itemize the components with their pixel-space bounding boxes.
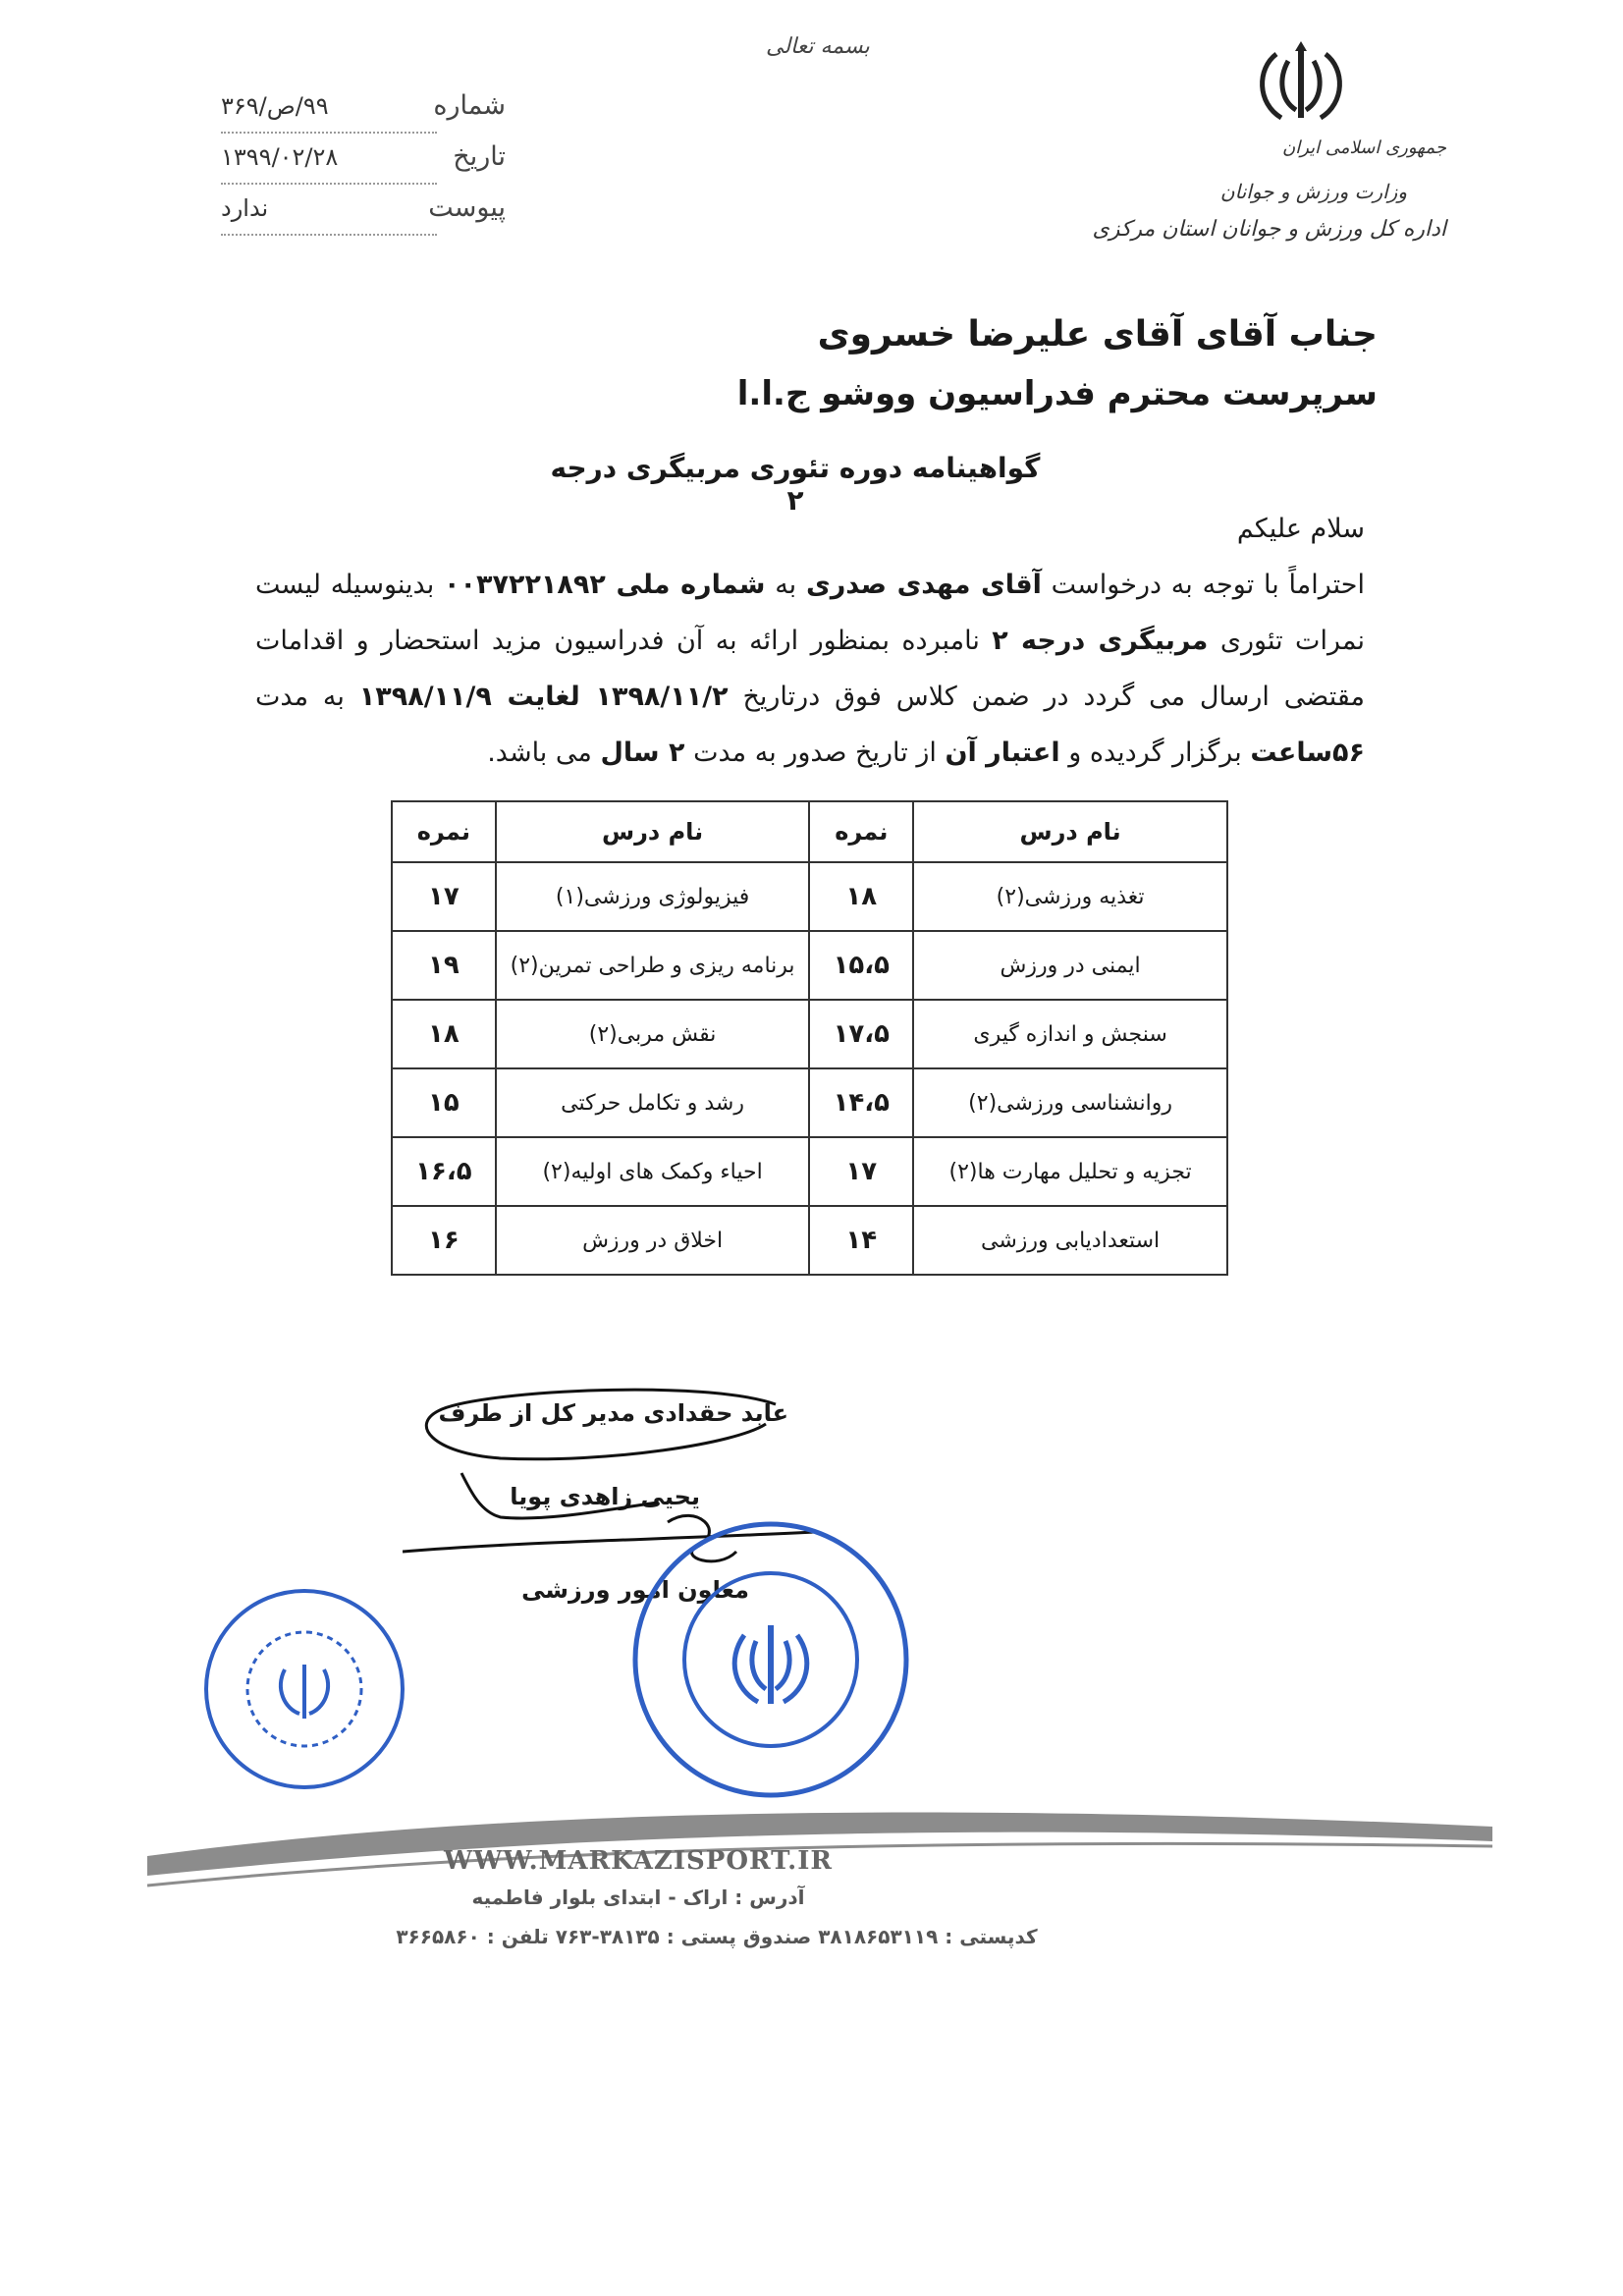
- department-name: اداره کل ورزش و جوانان استان مرکزی: [1092, 217, 1446, 242]
- course-cell: احیاء وکمک های اولیه(۲): [496, 1137, 810, 1206]
- course-cell: ایمنی در ورزش: [913, 931, 1227, 1000]
- course-cell: نقش مربی(۲): [496, 1000, 810, 1068]
- course-cell: برنامه ریزی و طراحی تمرین(۲): [496, 931, 810, 1000]
- date-value: ۱۳۹۹/۰۲/۲۸: [221, 143, 339, 171]
- letter-meta: [221, 90, 506, 244]
- attachment-label: پیوست: [428, 192, 506, 223]
- body-segment: برگزار گردیده و: [1068, 738, 1242, 768]
- body-segment: به: [775, 570, 797, 600]
- grade-cell: ۱۶: [392, 1206, 496, 1275]
- course-level: مربیگری درجه ۲: [992, 626, 1209, 656]
- course-cell: اخلاق در ورزش: [496, 1206, 810, 1275]
- grade-cell: ۱۸: [809, 862, 913, 931]
- table-row: [392, 1206, 1227, 1275]
- grade-cell: ۱۷،۵: [809, 1000, 913, 1068]
- body-paragraph: [255, 557, 1365, 781]
- body-segment: نامبرده بمنظور ارائه به آن فدراسیون مزید استحضار و اقدامات مقتضی ارسال می گردد در ضمن کلاس فوق درتاریخ: [255, 626, 1365, 712]
- grade-cell: ۱۴: [809, 1206, 913, 1275]
- ministry-block: [995, 137, 1446, 242]
- ministry-name: وزارت ورزش و جوانان: [1219, 180, 1407, 203]
- course-hours: ۵۶ساعت: [1250, 738, 1365, 768]
- meta-number-row: [221, 90, 506, 141]
- header-course-1: نام درس: [913, 801, 1227, 862]
- validity-duration: ۲ سال: [600, 738, 685, 768]
- body-segment: بدینوسیله لیست نمرات تئوری: [255, 570, 1365, 656]
- meta-attachment-row: [221, 192, 506, 244]
- meta-date-row: [221, 141, 506, 192]
- grade-cell: ۱۶،۵: [392, 1137, 496, 1206]
- body-segment: احتراماً با توجه به درخواست: [1051, 570, 1365, 600]
- course-cell: تغذیه ورزشی(۲): [913, 862, 1227, 931]
- addressee-name: جناب آقای آقای علیرضا خسروی: [817, 314, 1378, 355]
- footer-website: WWW.MARKAZISPORT.IR: [444, 1846, 833, 1876]
- course-cell: روانشناسی ورزشی(۲): [913, 1068, 1227, 1137]
- ministry-stamp-right-icon: [628, 1517, 913, 1802]
- grade-cell: ۱۹: [392, 931, 496, 1000]
- validity-label: اعتبار آن: [945, 738, 1060, 768]
- number-label: شماره: [433, 90, 506, 121]
- letter-subject: گواهینامه دوره تئوری مربیگری درجه ۲: [550, 452, 1041, 517]
- course-cell: استعدادیابی ورزشی: [913, 1206, 1227, 1275]
- table-row: [392, 862, 1227, 931]
- greeting: سلام علیکم: [1236, 514, 1365, 544]
- number-value: ۹۹/ص/۳۶۹: [221, 92, 329, 120]
- table-row: [392, 1000, 1227, 1068]
- table-header-row: [392, 801, 1227, 862]
- grade-cell: ۱۷: [809, 1137, 913, 1206]
- course-cell: تجزیه و تحلیل مهارت ها(۲): [913, 1137, 1227, 1206]
- body-segment: به مدت: [255, 682, 345, 712]
- addressee-block: [737, 314, 1378, 413]
- date-label: تاریخ: [453, 141, 506, 172]
- grade-cell: ۱۷: [392, 862, 496, 931]
- signature-line-3: معاون امور ورزشی: [521, 1576, 749, 1604]
- country-name: جمهوری اسلامی ایران: [1282, 137, 1446, 158]
- grade-cell: ۱۴،۵: [809, 1068, 913, 1137]
- header-course-2: نام درس: [496, 801, 810, 862]
- iran-emblem-icon: [1247, 39, 1355, 133]
- letter-body: [255, 501, 1365, 781]
- grade-cell: ۱۸: [392, 1000, 496, 1068]
- header-grade-1: نمره: [809, 801, 913, 862]
- course-cell: سنجش و اندازه گیری: [913, 1000, 1227, 1068]
- body-segment: می باشد.: [487, 738, 592, 768]
- course-cell: فیزیولوژی ورزشی(۱): [496, 862, 810, 931]
- table-row: [392, 1068, 1227, 1137]
- signature-line-1: عابد حقدادی مدیر کل از طرف: [438, 1399, 788, 1427]
- signature-line-2: یحیی زاهدی پویا: [510, 1483, 700, 1510]
- grade-cell: ۱۵: [392, 1068, 496, 1137]
- course-cell: رشد و تکامل حرکتی: [496, 1068, 810, 1137]
- grade-cell: ۱۵،۵: [809, 931, 913, 1000]
- table-row: [392, 1137, 1227, 1206]
- national-id: شماره ملی ۰۰۳۷۲۲۱۸۹۲: [444, 570, 766, 600]
- course-dates: ۱۳۹۸/۱۱/۲ لغایت ۱۳۹۸/۱۱/۹: [358, 682, 729, 712]
- office-stamp-left-icon: [201, 1586, 407, 1792]
- footer-contact: کدپستی : ۳۸۱۸۶۵۳۱۱۹ صندوق پستی : ۳۸۱۳۵-۷۶۳ تلفن : ۳۶۶۵۸۶۰: [396, 1925, 1038, 1948]
- grades-table: [391, 800, 1228, 1276]
- attachment-value: ندارد: [221, 194, 269, 222]
- body-segment: از تاریخ صدور به مدت: [693, 738, 937, 768]
- handwritten-loop-icon: [412, 1385, 785, 1463]
- applicant-name: آقای مهدی صدری: [805, 570, 1042, 600]
- addressee-title: سرپرست محترم فدراسیون ووشو ج.ا.ا: [736, 374, 1378, 413]
- bismillah-text: بسمه تعالی: [766, 34, 870, 59]
- footer-address: آدرس : اراک - ابتدای بلوار فاطمیه: [471, 1886, 805, 1909]
- header-grade-2: نمره: [392, 801, 496, 862]
- table-row: [392, 931, 1227, 1000]
